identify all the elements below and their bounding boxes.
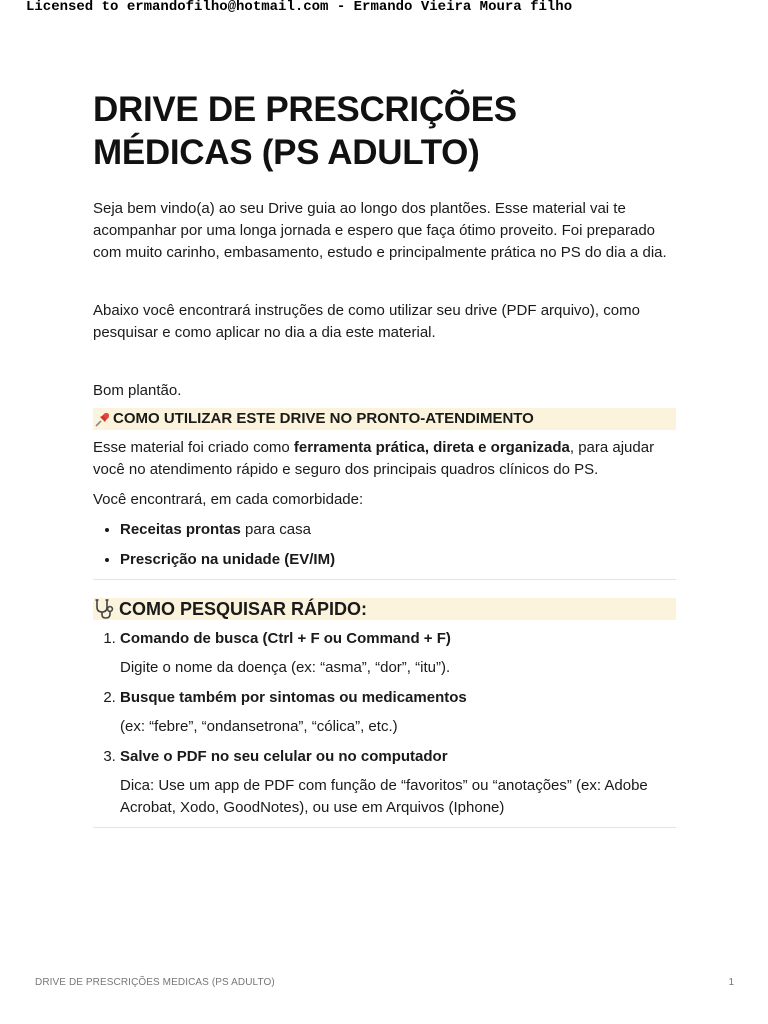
page-number: 1 (728, 977, 734, 988)
usage-text-end: , para ajudar você no atendimento rápido e seguro dos principais quadros clínicos do PS. (93, 439, 655, 478)
list-intro: Você encontrará, em cada comorbidade: (93, 491, 364, 508)
page-title: DRIVE DE PRESCRIÇÕES MÉDICAS (PS ADULTO) (93, 90, 517, 172)
step-item (120, 687, 676, 738)
divider (93, 579, 676, 580)
step-title: Salve o PDF no seu celular ou no computador (120, 748, 448, 765)
list-item-rest: para casa (240, 521, 311, 538)
usage-paragraph (93, 437, 676, 481)
list-item-bold: Receitas prontas (120, 521, 241, 538)
search-steps (93, 628, 676, 819)
intro-paragraph: Seja bem vindo(a) ao seu Drive guia ao longo dos plantões. Esse material vai te acompanhar por uma longa jornada e espero que faça ótimo proveito. Foi preparado com muito carinho, embasamento, estudo e principalmente prática no PS do dia a dia. (93, 200, 667, 261)
pushpin-icon (93, 408, 113, 430)
step-detail: Dica: Use um app de PDF com função de “favoritos” ou “anotações” (ex: Adobe Acrobat, Xodo, GoodNotes), ou use em Arquivos (Iphone) (120, 777, 648, 816)
section-usage-title: COMO UTILIZAR ESTE DRIVE NO PRONTO-ATENDIMENTO (113, 410, 534, 427)
greeting-text: Bom plantão. (93, 382, 182, 399)
list-item-bold: Prescrição na unidade (EV/IM) (120, 551, 336, 568)
section-search-title: COMO PESQUISAR RÁPIDO: (119, 599, 368, 619)
step-title: Comando de busca (Ctrl + F ou Command + F) (120, 630, 451, 647)
list-item (120, 549, 676, 571)
instructions-paragraph: Abaixo você encontrará instruções de como utilizar seu drive (PDF arquivo), como pesquisar e como aplicar no dia a dia este material. (93, 302, 640, 341)
stethoscope-icon (93, 598, 119, 620)
license-watermark: Licensed to ermandofilho@hotmail.com - Ermando Vieira Moura filho (26, 0, 573, 15)
list-item (120, 519, 676, 541)
step-item (120, 746, 676, 819)
step-detail: Digite o nome da doença (ex: “asma”, “dor”, “itu”). (120, 659, 451, 676)
page-content (93, 88, 676, 828)
content-list (93, 519, 676, 571)
section-search-heading (93, 598, 676, 620)
section-usage-heading (93, 408, 676, 430)
footer-title: DRIVE DE PRESCRIÇÕES MEDICAS (PS ADULTO) (35, 977, 275, 988)
step-detail: (ex: “febre”, “ondansetrona”, “cólica”, etc.) (120, 718, 398, 735)
usage-text-bold: ferramenta prática, direta e organizada (293, 439, 570, 456)
divider (93, 827, 676, 828)
step-title: Busque também por sintomas ou medicamentos (120, 689, 467, 706)
step-item (120, 628, 676, 679)
usage-text-start: Esse material foi criado como (93, 439, 294, 456)
